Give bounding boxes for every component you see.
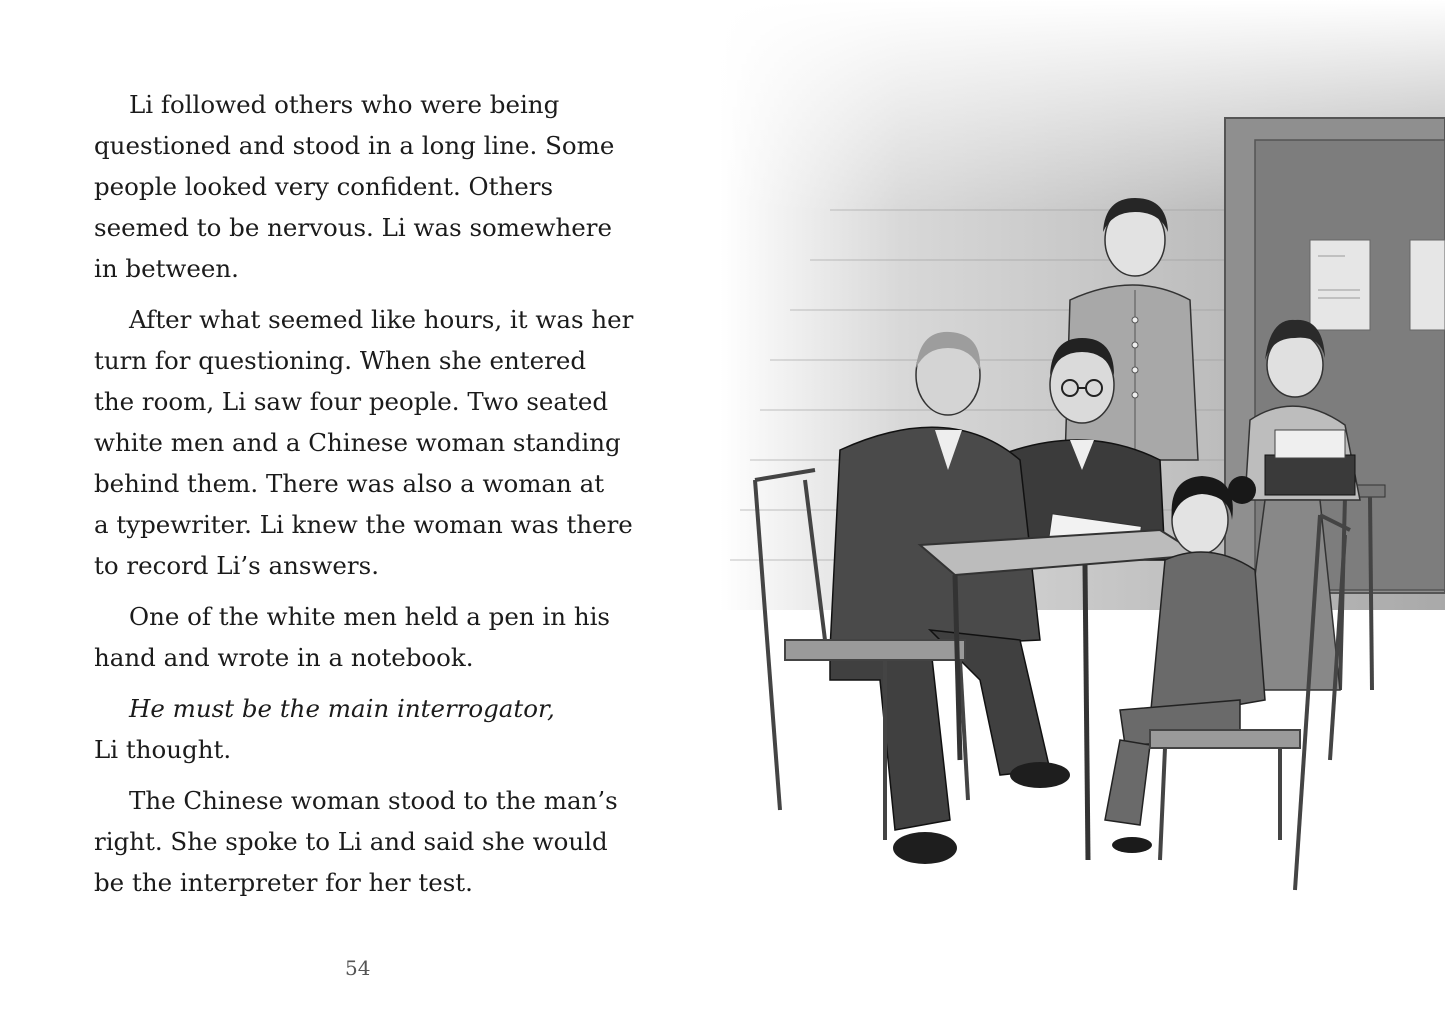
italic-thought-line xyxy=(94,688,634,729)
story-text xyxy=(94,84,634,913)
interrogation-room-illustration xyxy=(720,0,1445,910)
text-line: be the interpreter for her test. xyxy=(94,868,473,897)
paragraph-3 xyxy=(94,596,634,678)
paragraph-1 xyxy=(94,84,634,289)
text-line: white men and a Chinese woman standing xyxy=(94,428,621,457)
paragraph-2 xyxy=(94,299,634,586)
text-line: Li thought. xyxy=(94,735,232,764)
text-line: the room, Li saw four people. Two seated xyxy=(94,387,609,416)
text-line: right. She spoke to Li and said she would xyxy=(94,827,608,856)
italic-thought-text: He must be the main interrogator, xyxy=(129,694,555,723)
text-line: One of the white men held a pen in his xyxy=(129,602,611,631)
text-line: The Chinese woman stood to the man’s xyxy=(129,786,618,815)
paragraph-4-thought xyxy=(94,688,634,770)
text-line: people looked very confident. Others xyxy=(94,172,554,201)
text-line: hand and wrote in a notebook. xyxy=(94,643,474,672)
page-number: 54 xyxy=(345,956,371,980)
text-line: behind them. There was also a woman at xyxy=(94,469,605,498)
paragraph-5 xyxy=(94,780,634,903)
text-line: seemed to be nervous. Li was somewhere xyxy=(94,213,612,242)
text-line: in between. xyxy=(94,254,239,283)
text-line: to record Li’s answers. xyxy=(94,551,380,580)
text-line: questioned and stood in a long line. Some xyxy=(94,131,615,160)
text-line: Li followed others who were being xyxy=(129,90,560,119)
text-line: After what seemed like hours, it was her xyxy=(129,305,634,334)
text-line: a typewriter. Li knew the woman was there xyxy=(94,510,633,539)
text-line: turn for questioning. When she entered xyxy=(94,346,587,375)
